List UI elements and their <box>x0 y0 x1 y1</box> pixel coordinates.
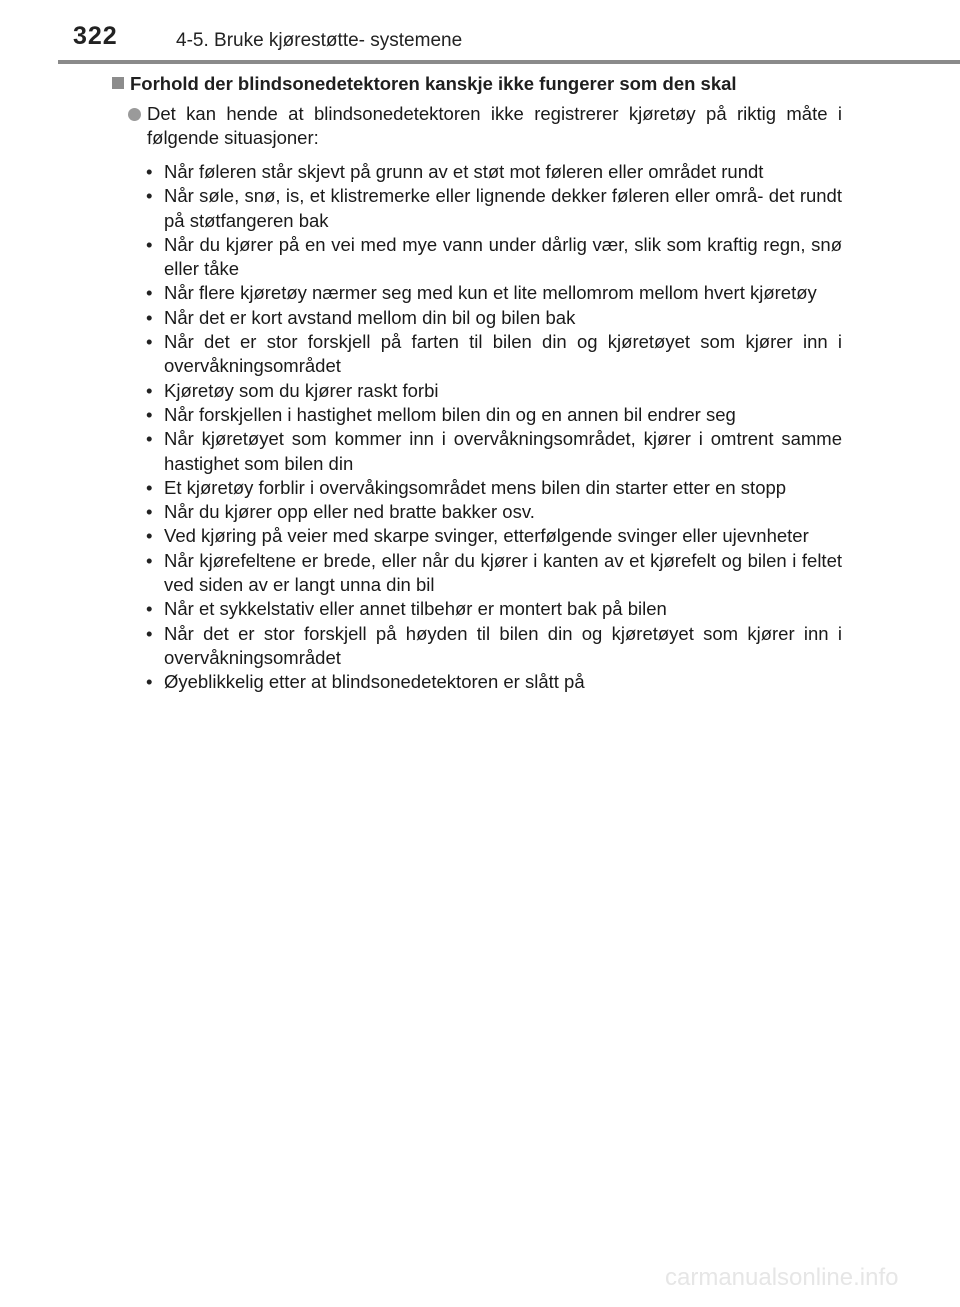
list-item: • Når det er stor forskjell på høyden til bilen din og kjøretøyet som kjører inn i overvåkningsområdet <box>164 622 842 671</box>
list-item: • Kjøretøy som du kjører raskt forbi <box>164 379 842 403</box>
page-header <box>0 0 960 64</box>
watermark-text: carmanualsonline.info <box>665 1264 899 1291</box>
list-item: • Et kjøretøy forblir i overvåkingsområdet mens bilen din starter etter en stopp <box>164 476 842 500</box>
page-number: 322 <box>73 22 118 50</box>
situation-list <box>110 160 842 695</box>
list-item: • Når søle, snø, is, et klistremerke eller lignende dekker føleren eller områ- det rundt på støtfangeren bak <box>164 184 842 233</box>
intro-text: Det kan hende at blindsonedetektoren ikke registrerer kjøretøy på riktig måte i følgende situasjoner: <box>147 103 842 148</box>
list-item: • Ved kjøring på veier med skarpe svinger, etterfølgende svinger eller ujevnheter <box>164 524 842 548</box>
main-content <box>110 72 842 695</box>
square-bullet-icon <box>112 77 124 89</box>
list-item: • Når det er stor forskjell på farten til bilen din og kjøretøyet som kjører inn i overvåkningsområdet <box>164 330 842 379</box>
circle-bullet-icon <box>128 108 141 121</box>
list-item: • Når kjøretøyet som kommer inn i overvåkningsområdet, kjører i omtrent samme hastighet som bilen din <box>164 427 842 476</box>
list-item: • Når kjørefeltene er brede, eller når du kjører i kanten av et kjørefelt og bilen i feltet ved siden av er langt unna din bil <box>164 549 842 598</box>
list-item: • Når forskjellen i hastighet mellom bilen din og en annen bil endrer seg <box>164 403 842 427</box>
list-item: • Når det er kort avstand mellom din bil og bilen bak <box>164 306 842 330</box>
section-heading <box>110 72 842 96</box>
list-item: • Når et sykkelstativ eller annet tilbehør er montert bak på bilen <box>164 597 842 621</box>
list-item: • Når du kjører på en vei med mye vann under dårlig vær, slik som kraftig regn, snø eller tåke <box>164 233 842 282</box>
header-divider <box>58 60 960 64</box>
list-item: • Øyeblikkelig etter at blindsonedetektoren er slått på <box>164 670 842 694</box>
list-item: • Når du kjører opp eller ned bratte bakker osv. <box>164 500 842 524</box>
list-item: • Når flere kjøretøy nærmer seg med kun et lite mellomrom mellom hvert kjøretøy <box>164 281 842 305</box>
chapter-title: 4-5. Bruke kjørestøtte- systemene <box>176 30 463 51</box>
section-heading-text: Forhold der blindsonedetektoren kanskje ikke fungerer som den skal <box>130 73 737 94</box>
intro-paragraph <box>110 102 842 150</box>
list-item: • Når føleren står skjevt på grunn av et støt mot føleren eller området rundt <box>164 160 842 184</box>
